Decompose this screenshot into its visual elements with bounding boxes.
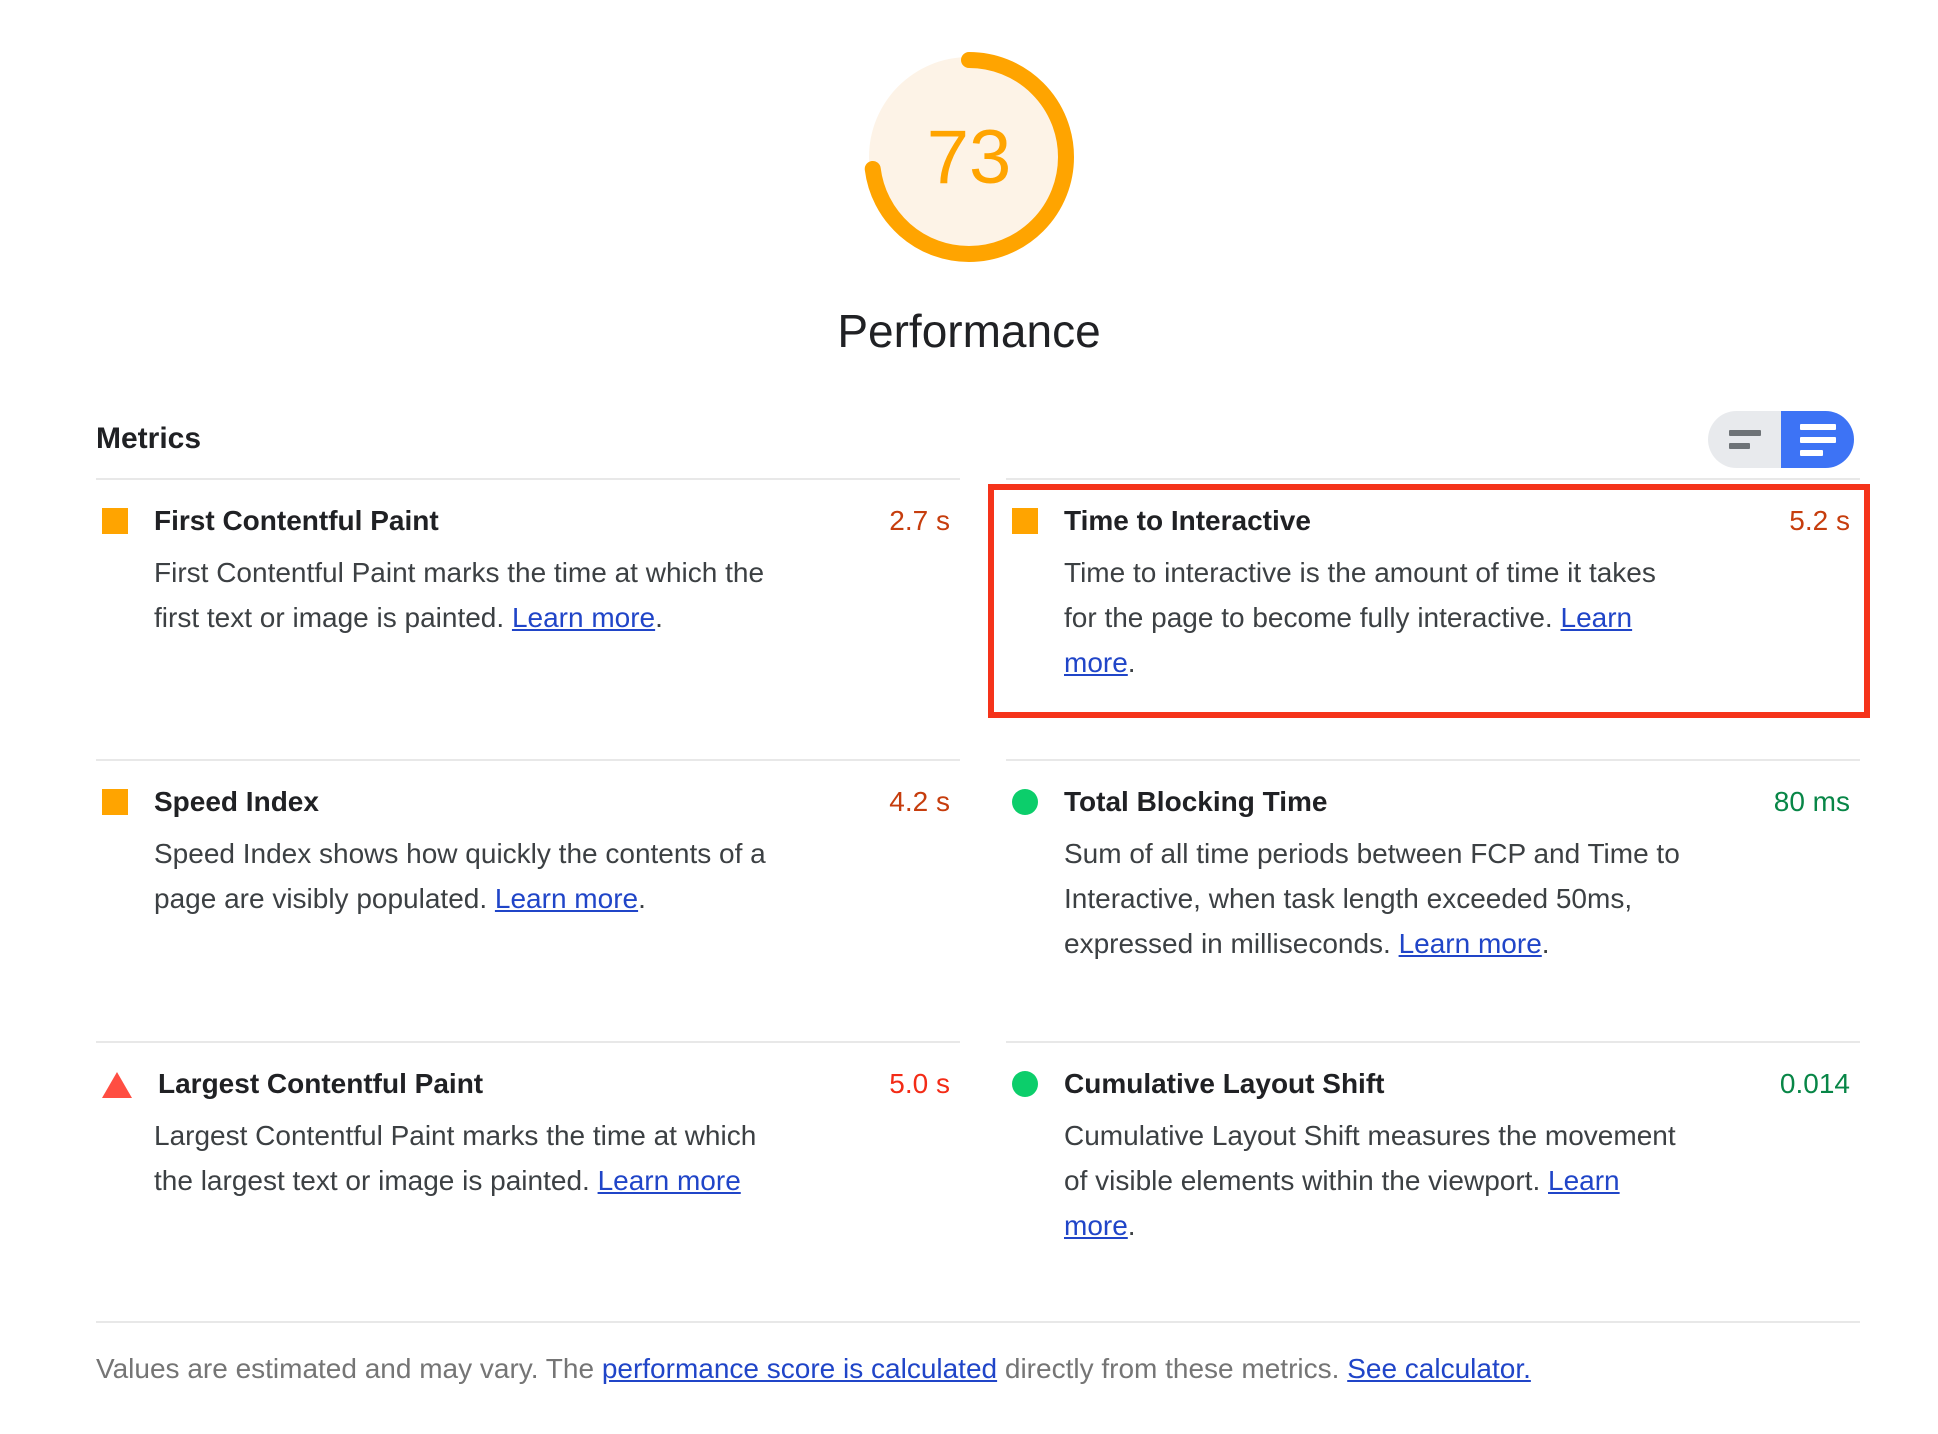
orange-square-icon — [102, 508, 128, 534]
metric-description — [1064, 550, 1684, 685]
metric-description-text: Sum of all time periods between FCP and Time to Interactive, when task length exceeded 50ms, expressed in milliseconds. — [1064, 838, 1680, 959]
expand-descriptions-button[interactable] — [1781, 411, 1854, 468]
performance-score: 73 — [926, 114, 1012, 200]
metric-title: Total Blocking Time — [1064, 786, 1328, 817]
metric-value: 5.0 s — [889, 1068, 950, 1099]
see-calculator-link[interactable]: See calculator. — [1347, 1353, 1531, 1384]
green-circle-icon — [1012, 789, 1038, 815]
metric-description — [1064, 1113, 1684, 1248]
metric-value: 4.2 s — [889, 786, 950, 817]
metrics-section-heading: Metrics — [96, 422, 202, 455]
learn-more-link[interactable]: Learn more — [1398, 928, 1542, 959]
performance-category-title: Performance — [837, 305, 1101, 357]
learn-more-link[interactable]: Learn more — [494, 883, 639, 914]
metric-title: Cumulative Layout Shift — [1064, 1068, 1385, 1099]
footer-text-before: Values are estimated and may vary. The — [96, 1353, 602, 1384]
metric-description — [154, 831, 774, 921]
footer-text-middle: directly from these metrics. — [997, 1353, 1348, 1384]
metric-value: 2.7 s — [889, 505, 950, 536]
performance-score-calculated-link[interactable]: performance score is calculated — [601, 1353, 998, 1384]
green-circle-icon — [1012, 1071, 1038, 1097]
metric-card-time-to-interactive — [1006, 478, 1860, 759]
after-link-text: . — [1127, 647, 1136, 678]
after-link-text: . — [1127, 1210, 1136, 1241]
metric-title: Largest Contentful Paint — [158, 1068, 484, 1099]
metric-card-speed-index — [96, 759, 960, 1041]
metrics-grid — [96, 478, 1860, 1321]
metric-description-text: Largest Contentful Paint marks the time at which the largest text or image is painted. — [154, 1120, 757, 1196]
orange-square-icon — [102, 789, 128, 815]
performance-gauge[interactable] — [856, 44, 1082, 270]
metric-description-text: Speed Index shows how quickly the contents of a page are visibly populated. — [154, 838, 766, 914]
learn-more-link[interactable]: Learn more — [597, 1165, 741, 1196]
learn-more-link[interactable]: Learn more — [1064, 602, 1633, 678]
metric-value: 5.2 s — [1789, 505, 1850, 536]
metric-title: Speed Index — [154, 786, 319, 817]
metric-description-text: First Contentful Paint marks the time at which the first text or image is painted. — [154, 557, 765, 633]
metric-card-largest-contentful-paint — [96, 1041, 960, 1321]
orange-square-icon — [1012, 508, 1038, 534]
metric-title: First Contentful Paint — [154, 505, 439, 536]
descriptions-view-toggle — [1708, 411, 1854, 468]
metric-description-text: Cumulative Layout Shift measures the movement of visible elements within the viewport. — [1064, 1120, 1676, 1196]
metric-value: 0.014 — [1779, 1068, 1850, 1099]
collapse-descriptions-button[interactable] — [1708, 411, 1781, 468]
learn-more-link[interactable]: Learn more — [511, 602, 656, 633]
footer-note — [96, 1321, 1860, 1389]
collapsed-lines-icon — [1729, 430, 1761, 449]
metric-description — [1064, 831, 1684, 966]
metric-description — [154, 550, 774, 640]
after-link-text: . — [655, 602, 663, 633]
metric-card-first-contentful-paint — [96, 478, 960, 759]
metric-card-cumulative-layout-shift — [1006, 1041, 1860, 1321]
metric-title: Time to Interactive — [1064, 505, 1311, 536]
after-link-text: . — [1541, 928, 1550, 959]
learn-more-link[interactable]: Learn more — [1064, 1165, 1620, 1241]
metric-description — [154, 1113, 774, 1203]
metric-value: 80 ms — [1773, 786, 1850, 817]
metric-description-text: Time to interactive is the amount of time it takes for the page to become fully interactive. — [1064, 557, 1656, 633]
expanded-lines-icon — [1800, 424, 1836, 456]
after-link-text: . — [638, 883, 646, 914]
metric-card-total-blocking-time — [1006, 759, 1860, 1041]
red-triangle-icon — [102, 1072, 132, 1098]
